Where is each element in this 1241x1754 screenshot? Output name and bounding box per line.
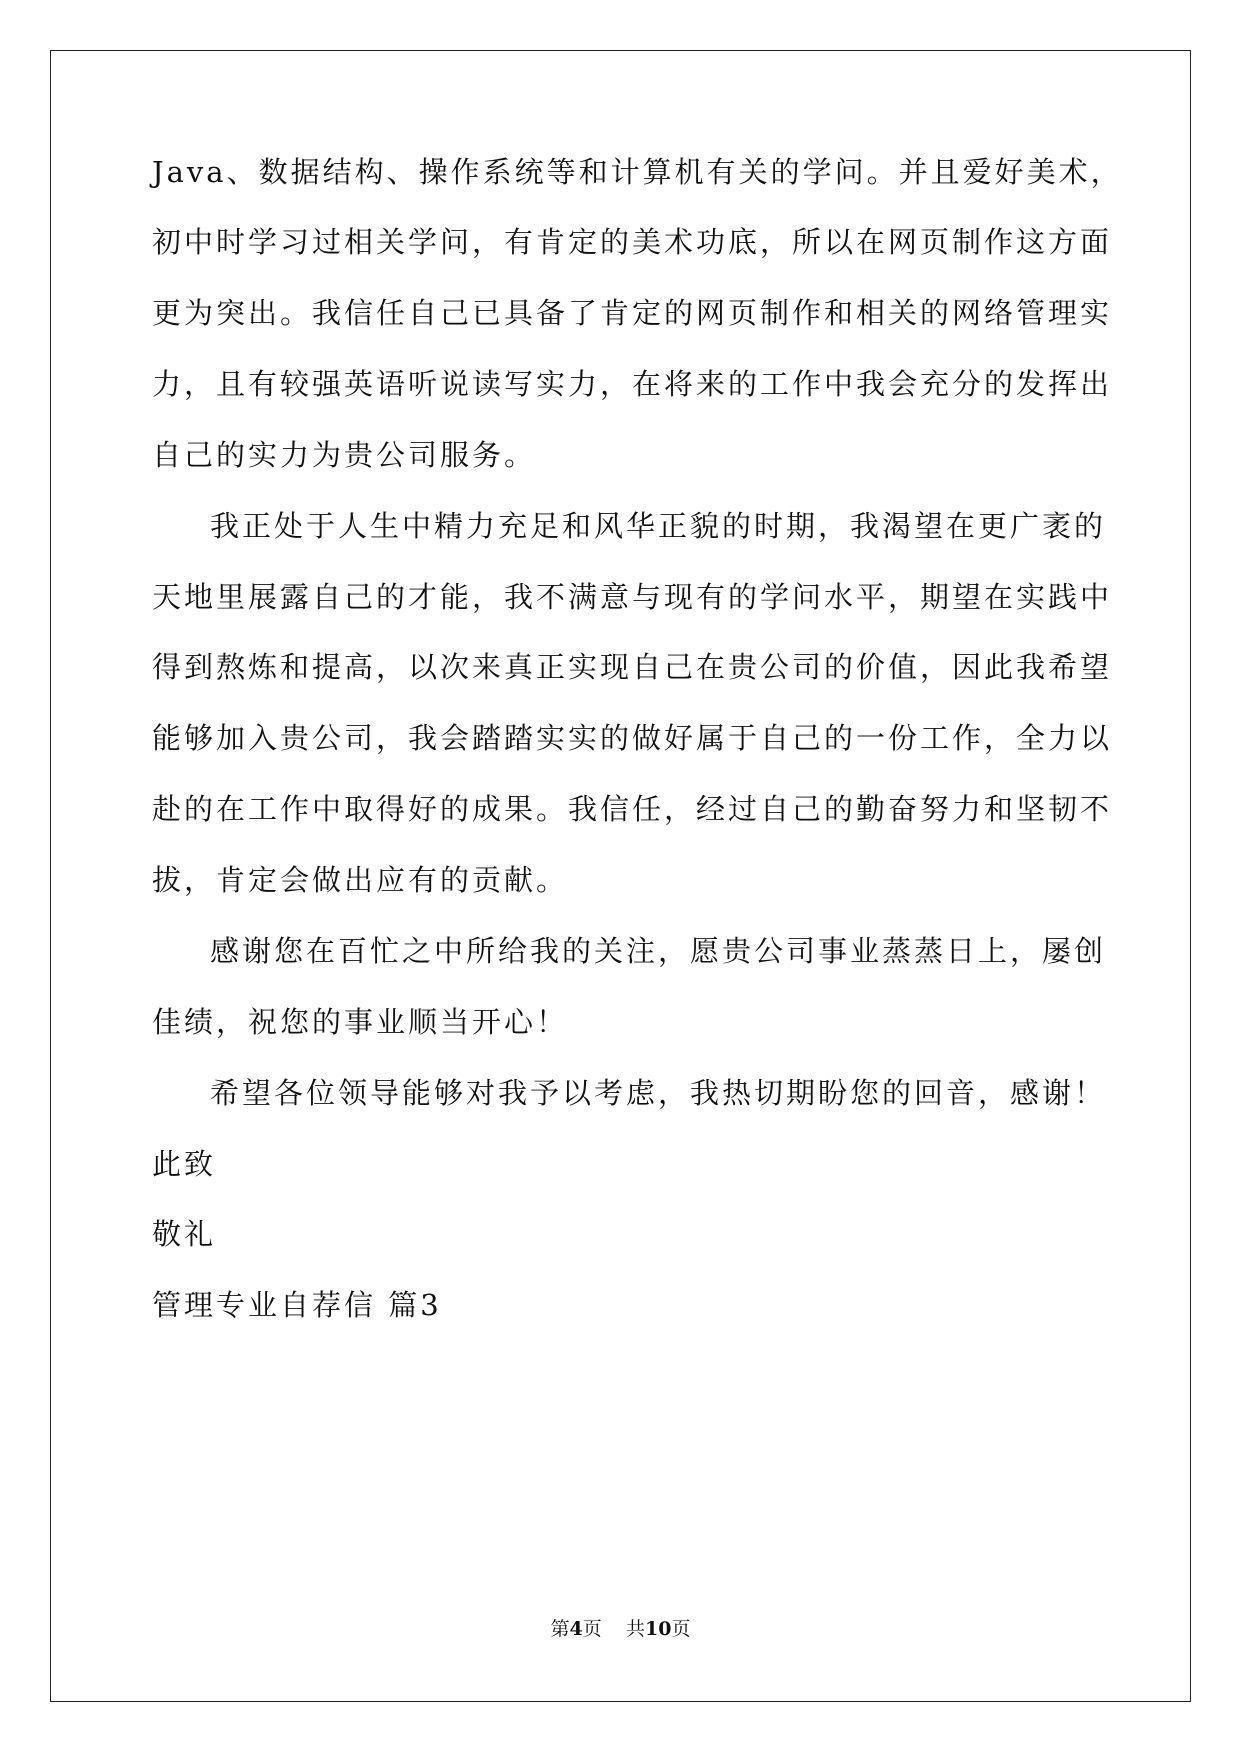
page-suffix: 页 [582,1618,602,1640]
total-suffix: 页 [671,1618,691,1640]
section-heading: 管理专业自荐信 篇3 [152,1288,442,1322]
body-line: 初中时学习过相关学问，有肯定的美术功底，所以在网页制作这方面 [152,225,1113,259]
page-footer [0,1616,1241,1642]
body-line: 力，且有较强英语听说读写实力，在将来的工作中我会充分的发挥出 [152,367,1113,401]
body-line: 得到熬炼和提高，以次来真正实现自己在贵公司的价值，因此我希望 [152,650,1113,684]
body-line: 天地里展露自己的才能，我不满意与现有的学问水平，期望在实践中 [152,580,1113,614]
body-line: 能够加入贵公司，我会踏踏实实的做好属于自己的一份工作，全力以 [152,721,1113,755]
total-pages: 10 [644,1618,672,1640]
page-prefix: 第 [550,1618,570,1640]
body-line: Java、数据结构、操作系统等和计算机有关的学问。并且爱好美术， [152,155,1123,189]
paragraph-start-line: 感谢您在百忙之中所给我的关注，愿贵公司事业蒸蒸日上，屡创 [210,934,1107,968]
closing-regards: 敬礼 [152,1217,217,1251]
body-line: 赴的在工作中取得好的成果。我信任，经过自己的勤奋努力和坚韧不 [152,792,1113,826]
body-line: 更为突出。我信任自己已具备了肯定的网页制作和相关的网络管理实 [152,296,1113,330]
total-prefix: 共 [625,1618,645,1640]
paragraph-start-line: 我正处于人生中精力充足和风华正貌的时期，我渴望在更广袤的 [210,509,1107,543]
body-line: 自己的实力为贵公司服务。 [152,438,537,472]
body-line: 拔，肯定会做出应有的贡献。 [152,863,569,897]
body-line: 佳绩，祝您的事业顺当开心！ [152,1005,569,1039]
paragraph-start-line: 希望各位领导能够对我予以考虑，我热切期盼您的回音，感谢！ [210,1076,1107,1110]
closing-salutation: 此致 [152,1147,217,1181]
page-number: 4 [569,1618,583,1640]
